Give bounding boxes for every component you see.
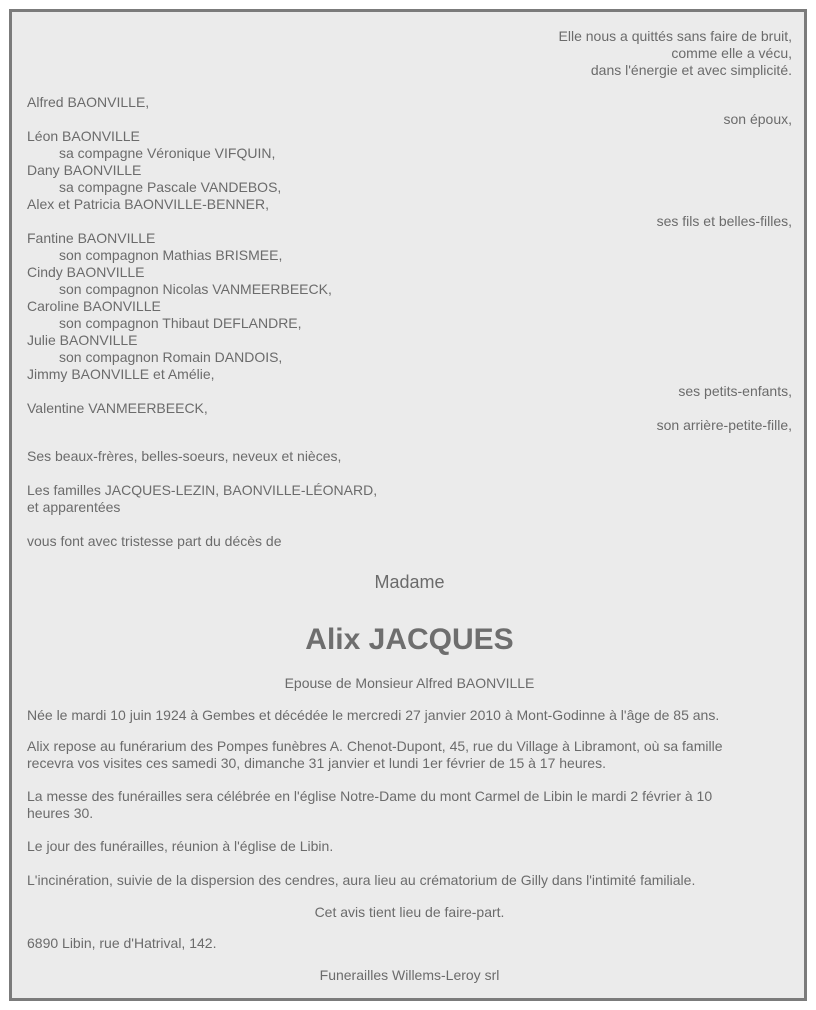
grandchild-1: Fantine BAONVILLE	[27, 230, 156, 246]
grandchild-2: Cindy BAONVILLE	[27, 264, 145, 280]
grandchild-3: Caroline BAONVILLE	[27, 298, 161, 314]
children-role: ses fils et belles-filles,	[656, 213, 792, 229]
grandchild-5: Jimmy BAONVILLE et Amélie,	[27, 366, 215, 382]
meeting-line: Le jour des funérailles, réunion à l'église de Libin.	[27, 838, 334, 854]
child-1-partner: sa compagne Véronique VIFQUIN,	[59, 145, 276, 161]
mass-line-1: La messe des funérailles sera célébrée en l'église Notre-Dame du mont Carmel de Libin le mardi 2 février à 10	[27, 788, 713, 804]
grandchild-3-partner: son compagnon Thibaut DEFLANDRE,	[59, 315, 302, 331]
poem-line-1: Elle nous a quittés sans faire de bruit,	[558, 28, 792, 44]
obituary-card	[9, 9, 807, 1001]
announcement-line: vous font avec tristesse part du décès de	[27, 533, 282, 549]
cremation-line: L'incinération, suivie de la dispersion des cendres, aura lieu au crématorium de Gilly dans l'intimité familiale.	[27, 872, 696, 888]
mass-line-2: heures 30.	[27, 805, 94, 821]
in-laws-line: Ses beaux-frères, belles-soeurs, neveux et nièces,	[27, 448, 342, 464]
poem-line-2: comme elle a vécu,	[671, 45, 792, 61]
title-madame: Madame	[374, 572, 445, 592]
families-line-2: et apparentées	[27, 499, 121, 515]
spouse-name: Alfred BAONVILLE,	[27, 94, 150, 110]
grandchild-2-partner: son compagnon Nicolas VANMEERBEECK,	[59, 281, 332, 297]
child-3: Alex et Patricia BAONVILLE-BENNER,	[27, 196, 269, 212]
families-line-1: Les familles JACQUES-LEZIN, BAONVILLE-LÉONARD,	[27, 482, 378, 498]
great-grandchild-name: Valentine VANMEERBEECK,	[27, 400, 208, 416]
spouse-role: son époux,	[723, 111, 792, 127]
child-1: Léon BAONVILLE	[27, 128, 140, 144]
grandchild-4-partner: son compagnon Romain DANDOIS,	[59, 349, 283, 365]
funeral-home-line: Funerailles Willems-Leroy srl	[319, 967, 500, 983]
deceased-name: Alix JACQUES	[305, 623, 514, 656]
child-2: Dany BAONVILLE	[27, 162, 142, 178]
birth-death-line: Née le mardi 10 juin 1924 à Gembes et décédée le mercredi 27 janvier 2010 à Mont-Godinne à l'âge de 85 ans.	[27, 707, 720, 723]
notice-line: Cet avis tient lieu de faire-part.	[314, 904, 505, 920]
great-grandchild-role: son arrière-petite-fille,	[656, 417, 792, 433]
child-2-partner: sa compagne Pascale VANDEBOS,	[59, 179, 282, 195]
address-line: 6890 Libin, rue d'Hatrival, 142.	[27, 935, 217, 951]
visitation-line-2: recevra vos visites ces samedi 30, dimanche 31 janvier et lundi 1er février de 15 à 17 heures.	[27, 755, 606, 771]
grandchild-1-partner: son compagnon Mathias BRISMEE,	[59, 247, 283, 263]
grandchild-4: Julie BAONVILLE	[27, 332, 138, 348]
grandchildren-role: ses petits-enfants,	[678, 383, 792, 399]
spouse-of-line: Epouse de Monsieur Alfred BAONVILLE	[284, 675, 535, 691]
visitation-line-1: Alix repose au funérarium des Pompes funèbres A. Chenot-Dupont, 45, rue du Village à Libramont, où sa famille	[27, 738, 723, 754]
poem-line-3: dans l'énergie et avec simplicité.	[590, 62, 792, 78]
